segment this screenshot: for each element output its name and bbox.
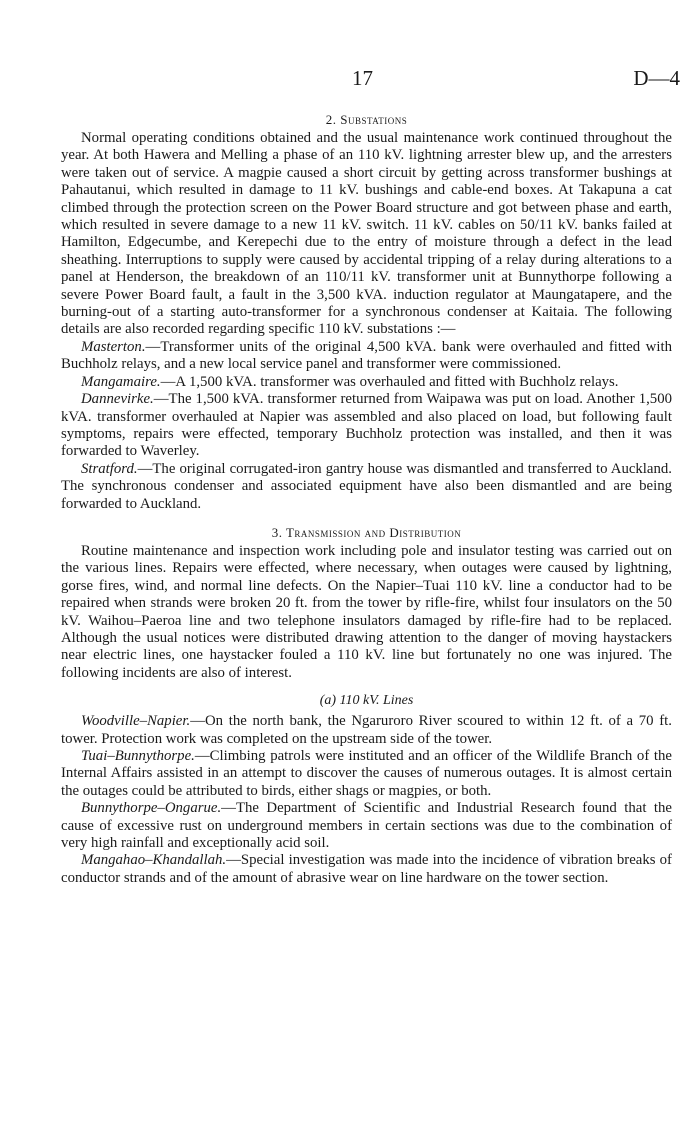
paragraph-lead: Tuai–Bunnythorpe. bbox=[81, 748, 195, 764]
paragraph-lead: Mangamaire. bbox=[81, 373, 161, 390]
subsection-heading-110kv-lines: (a) 110 kV. Lines bbox=[319, 693, 414, 709]
paragraph: Normal operating conditions obtained and the usual maintenance work continued throughout the year. At both Hawera and Melling a phase of an 110 kV. lightning arrester blew up, and the arresters were taken out of service. A magpie caused a short circuit by getting across transformer bushings at Pahautanui, which resulted in damage to 11 kV. bushings and cable-end boxes. At Takapuna a cat climbed through the protection screen on the Power Board structure and got between phase and earth, which resulted in severe damage to a new 11 kV. switch. 11 kV. cables on 50/11 kV. banks failed at Hamilton, Edgecumbe, and Kerepechi due to the entry of moisture through a defect in the lead sheathing. Interruptions to supply were caused by accidental tripping of a relay during alterations to a panel at Henderson, the breakdown of an 110/11 kV. transformer unit at Bunnythorpe following a severe Power Board fault, a fault in the 3,500 kVA. induction regulator at Maungatapere, and the burning-out of a starting auto-transformer for a synchronous condenser at Kaitaia. The following details are also recorded regarding specific 110 kV. substations :— bbox=[61, 130, 672, 338]
paragraph: Woodville–Napier.—On the north bank, the Ngaruroro River scoured to within 12 ft. of a 70 ft. tower. Protection work was completed on the upstream side of the tower. bbox=[61, 713, 672, 747]
paragraph: Tuai–Bunnythorpe.—Climbing patrols were instituted and an officer of the Wildlife Branch of the Internal Affairs assisted in an attempt to discover the causes of numerous outages. It is almost certain the outages could be attributed to birds, either shags or magpies, or both. bbox=[61, 748, 672, 799]
paragraph-lead: Mangahao–Khandallah. bbox=[81, 852, 227, 869]
document-code: D—4 bbox=[633, 66, 680, 90]
paragraph: Routine maintenance and inspection work including pole and insulator testing was carried out on the various lines. Repairs were effected, where necessary, when outages were caused by lightning, gorse fires, wind, and normal line defects. On the Napier–Tuai 110 kV. line a conductor had to be repaired when strands were broken 20 ft. from the tower by rifle-fire, whilst four insulators on the 50 kV. Waihou–Paeroa line and two telephone insulators damaged by rifle-fire had to be replaced. Although the usual notices were distributed drawing attention to the danger of moving haystackers near electric lines, one haystacker fouled a 110 kV. line but fortunately no one was injured. The following incidents are also of interest. bbox=[61, 542, 672, 681]
section-heading-transmission: 3. Transmission and Distribution bbox=[271, 524, 462, 540]
paragraph-lead: Bunnythorpe–Ongarue. bbox=[81, 800, 222, 817]
paragraph-lead: Stratford. bbox=[81, 460, 138, 477]
page-header bbox=[0, 66, 700, 96]
page-body bbox=[61, 112, 672, 887]
paragraph: Stratford.—The original corrugated-iron gantry house was dismantled and transferred to Auckland. The synchronous condenser and associated equipment have also been dismantled and are being forwarded to Auckland. bbox=[61, 460, 672, 512]
paragraph: Masterton.—Transformer units of the original 4,500 kVA. bank were overhauled and fitted with Buchholz relays, and a new local service panel and transformer were commissioned. bbox=[61, 338, 672, 373]
paragraph: Mangamaire.—A 1,500 kVA. transformer was overhauled and fitted with Buchholz relays. bbox=[81, 373, 619, 390]
section-heading-substations: 2. Substations bbox=[325, 112, 408, 127]
paragraph: Mangahao–Khandallah.—Special investigation was made into the incidence of vibration breaks of conductor strands and of the amount of abrasive wear on line hardware on the tower section. bbox=[61, 852, 672, 886]
paragraph: Bunnythorpe–Ongarue.—The Department of Scientific and Industrial Research found that the cause of excessive rust on underground members in certain sections was due to the combination of very high rainfall and exceptionally acid soil. bbox=[61, 800, 672, 852]
paragraph-lead: Masterton. bbox=[81, 338, 146, 355]
page-number: 17 bbox=[352, 66, 373, 90]
paragraph-lead: Dannevirke. bbox=[81, 391, 154, 408]
paragraph-lead: Woodville–Napier. bbox=[81, 713, 191, 730]
paragraph: Dannevirke.—The 1,500 kVA. transformer returned from Waipawa was put on load. Another 1,500 kVA. transformer overhauled at Napier was assembled and also placed on load, but following fault symptoms, repairs were effected, temporary Buchholz protection was installed, and then it was forwarded to Waverley. bbox=[61, 391, 672, 460]
